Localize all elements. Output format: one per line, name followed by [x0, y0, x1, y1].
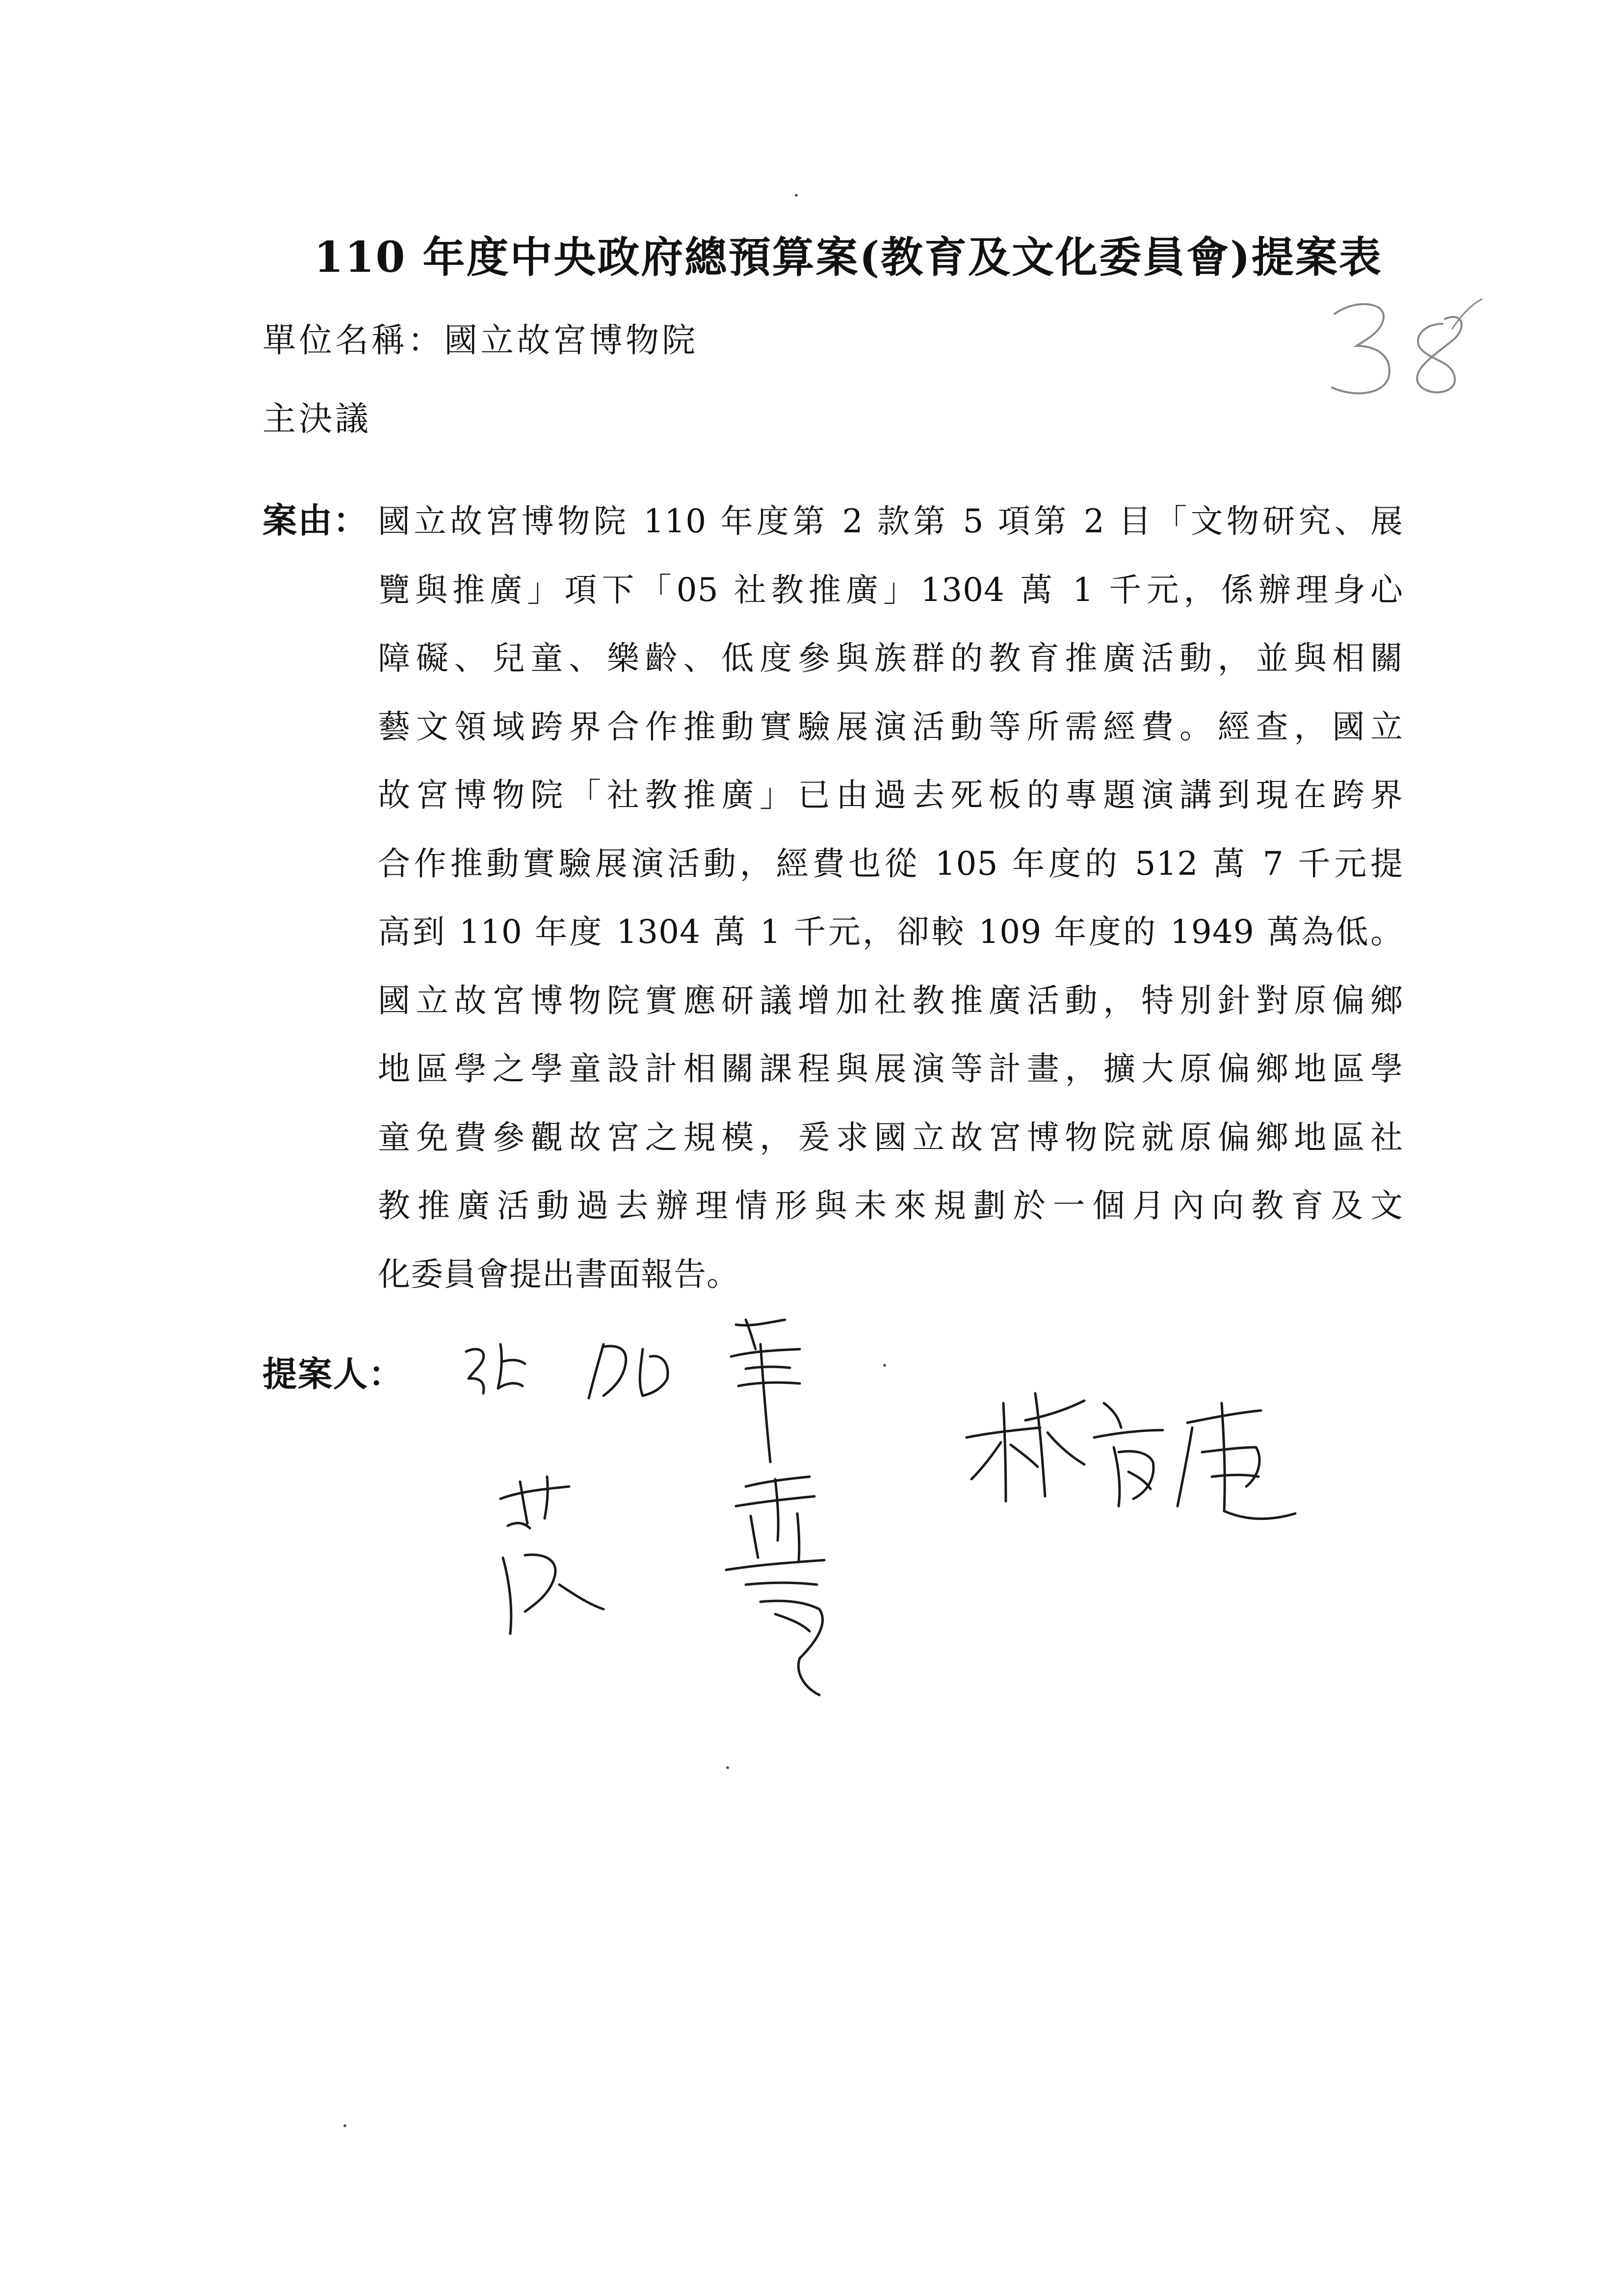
proposer-label: 提案人：	[262, 1354, 404, 1394]
scan-speck	[795, 194, 798, 197]
case-line-1: 國立故宮博物院 110 年度第 2 款第 5 項第 2 目「文物研究、展	[378, 502, 1403, 540]
case-label: 案由：	[262, 500, 368, 541]
unit-name: 單位名稱：國立故宮博物院	[262, 321, 699, 360]
case-line-7: 高到 110 年度 1304 萬 1 千元，卻較 109 年度的 1949 萬為低。	[378, 913, 1403, 951]
case-line-4: 藝文領域跨界合作推動實驗展演活動等所需經費。經查，國立	[378, 707, 1403, 746]
case-line-11: 教推廣活動過去辦理情形與未來規劃於一個月內向教育及文	[378, 1187, 1403, 1225]
case-line-2: 覽與推廣」項下「05 社教推廣」1304 萬 1 千元，係辦理身心	[378, 571, 1403, 609]
case-line-3: 障礙、兒童、樂齡、低度參與族群的教育推廣活動，並與相關	[378, 639, 1403, 677]
signature-1	[456, 1315, 859, 1477]
scan-speck	[343, 2124, 346, 2127]
scan-speck	[726, 1766, 729, 1769]
scan-speck	[883, 1364, 886, 1367]
handwritten-page-number	[1320, 294, 1487, 407]
signature-2	[491, 1472, 628, 1648]
case-line-8: 國立故宮博物院實應研議增加社教推廣活動，特別針對原偏鄉	[378, 981, 1403, 1019]
case-line-12: 化委員會提出書面報告。	[378, 1255, 739, 1293]
decision-type: 主決議	[262, 400, 372, 439]
document-title: 110 年度中央政府總預算案(教育及文化委員會)提案表	[314, 233, 1383, 282]
signature-3	[716, 1467, 864, 1702]
case-line-10: 童免費參觀故宮之規模，爰求國立故宮博物院就原偏鄉地區社	[378, 1118, 1403, 1156]
case-line-9: 地區學之學童設計相關課程與展演等計畫，擴大原偏鄉地區學	[378, 1050, 1403, 1088]
case-body	[378, 487, 1403, 1308]
case-line-6: 合作推動實驗展演活動，經費也從 105 年度的 512 萬 7 千元提	[378, 844, 1403, 883]
case-line-5: 故宮博物院「社教推廣」已由過去死板的專題演講到現在跨界	[378, 776, 1403, 814]
signature-4	[957, 1374, 1310, 1536]
